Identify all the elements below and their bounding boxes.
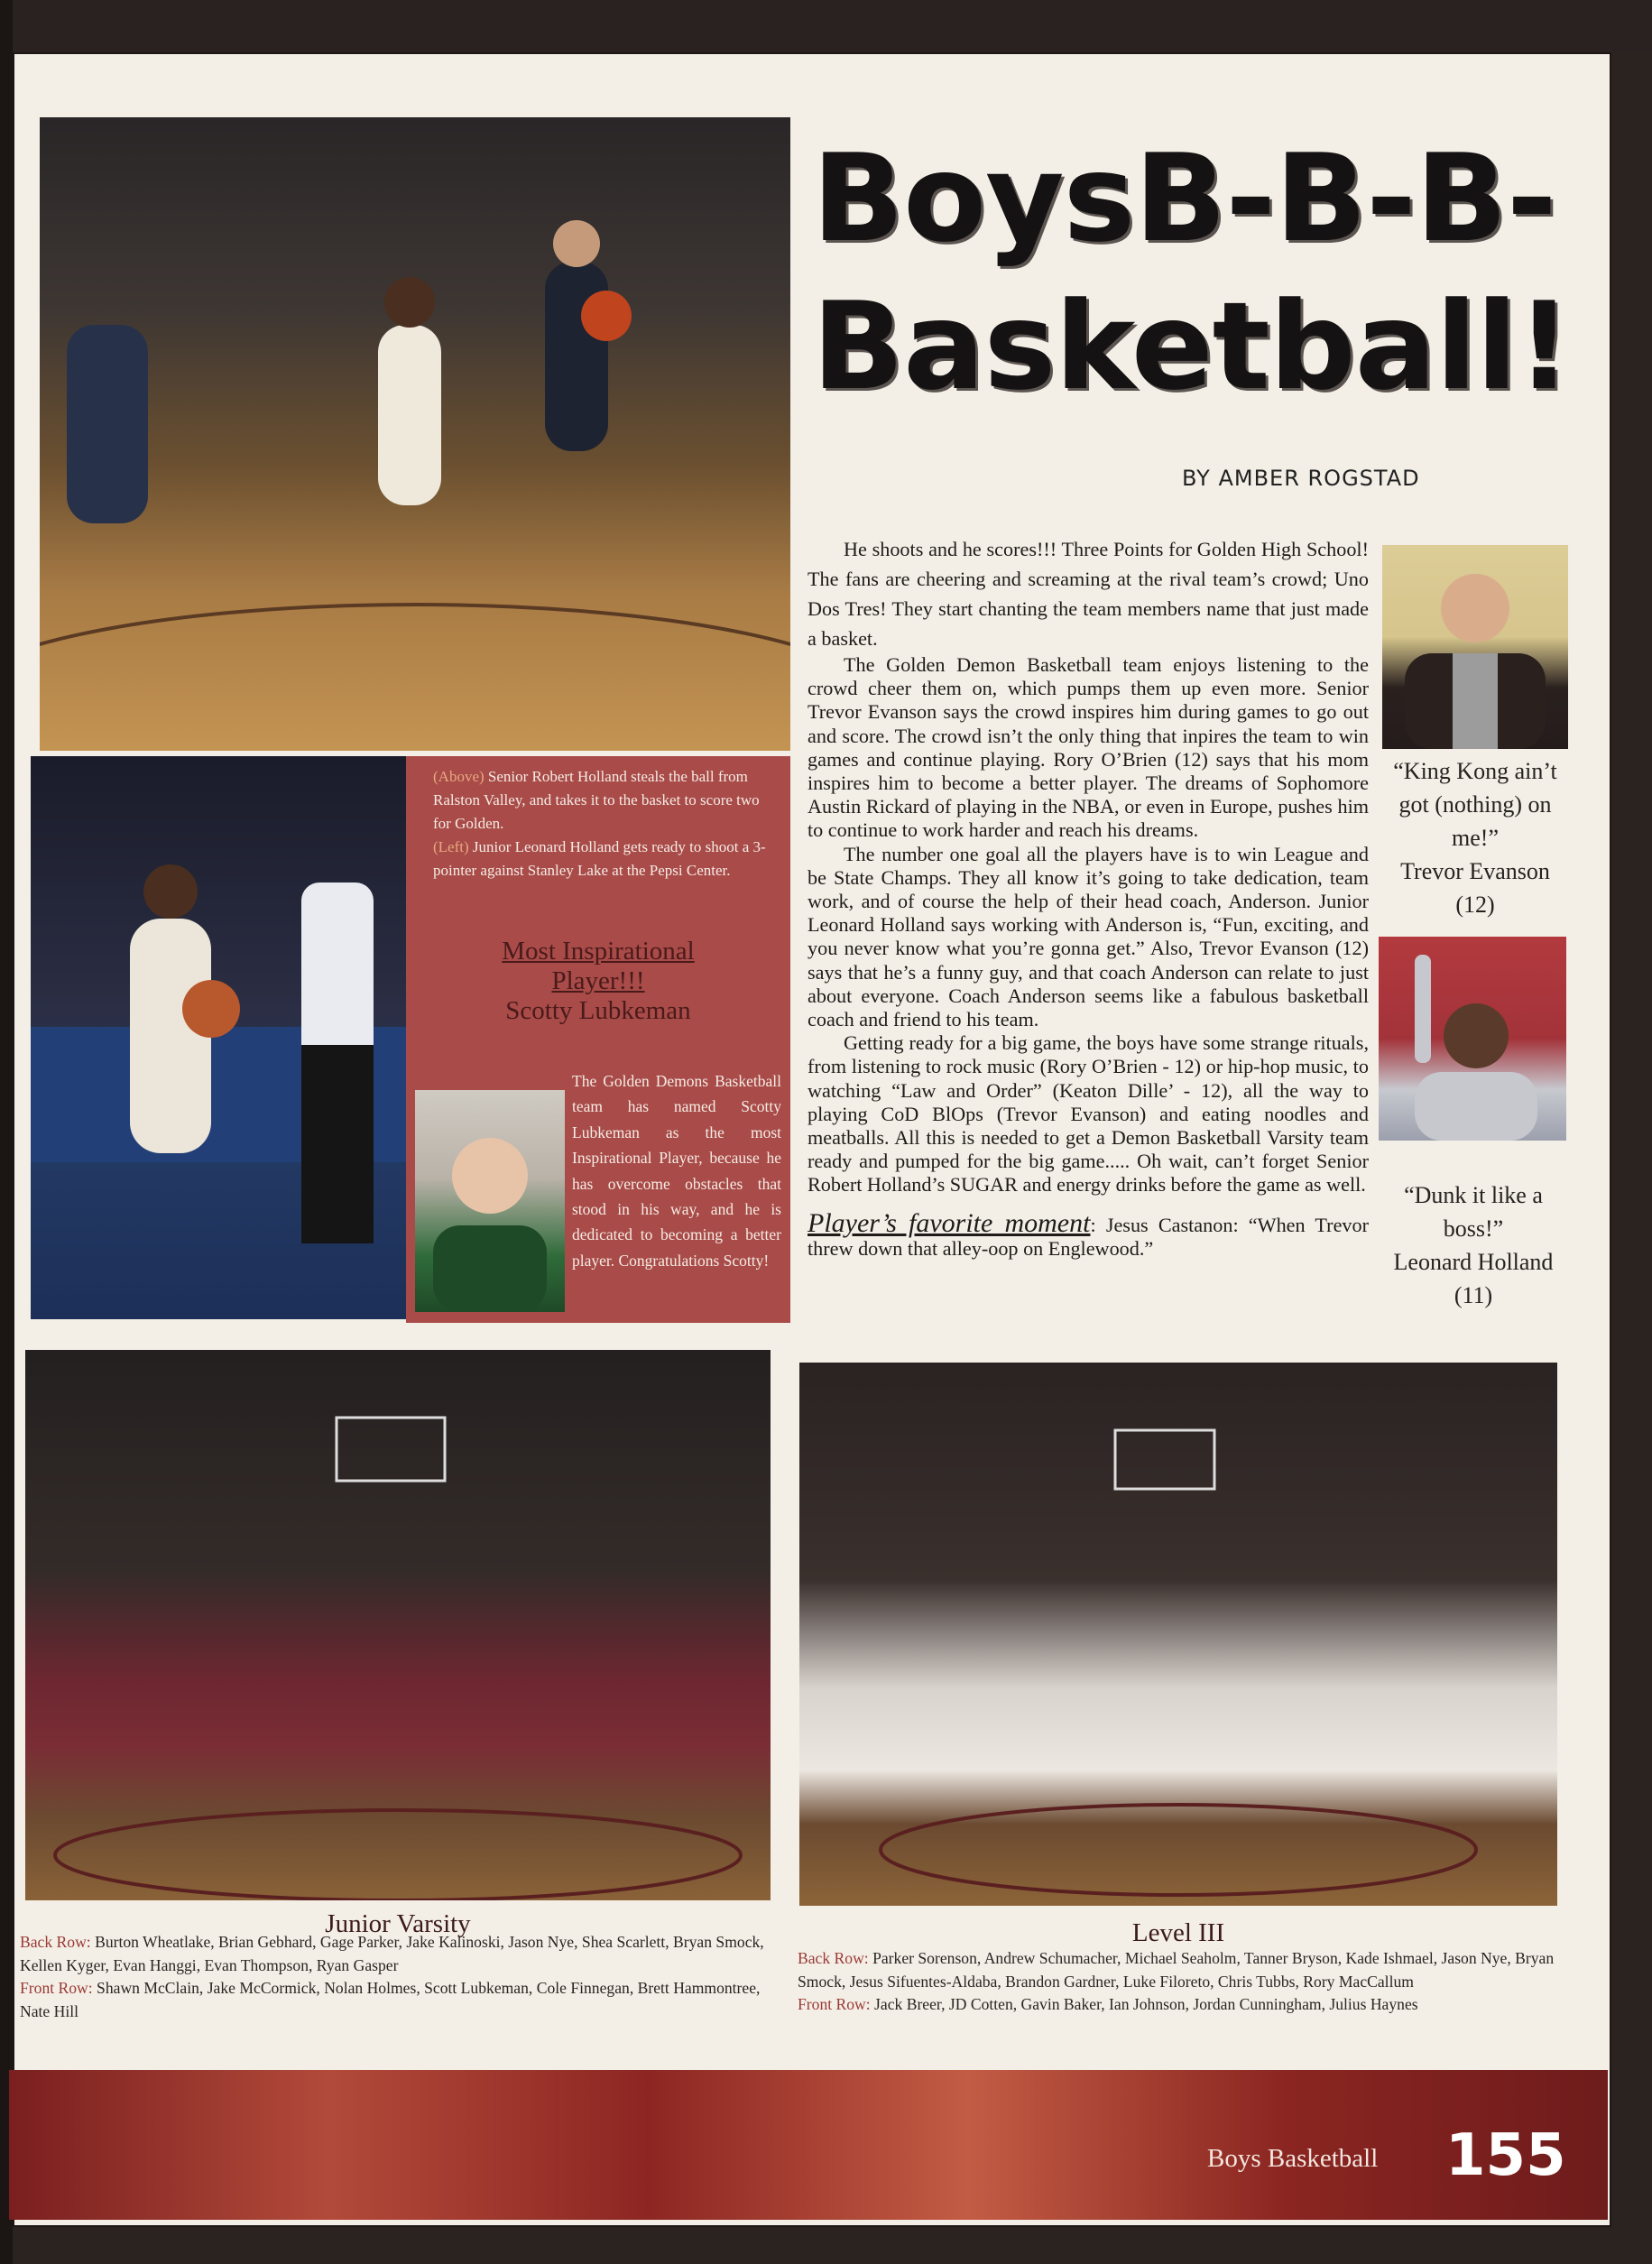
article-paragraph-2: The Golden Demon Basketball team enjoys listening to the crowd cheer them on, which pumps them up even more. Senior Trevor Evanson says the crowd inspires him during games to go out and score. The crowd isn’t the only thing that inpires the team to win games and continue playing. Rory O’Brien (12) says that his mom inspires him to become a better player. The dreams of Sophomore Austin Rickard of playing in the NBA, or even in Europe, pushes him to continue to work harder and reach his dreams. xyxy=(808,653,1369,842)
level-three-roster xyxy=(798,1947,1555,2017)
title-line-1: BoysB-B-B- xyxy=(812,128,1556,269)
mip-heading-line2: Player!!! xyxy=(551,966,645,995)
jv-front-row-names: Shawn McClain, Jake McCormick, Nolan Holmes, Scott Lubkeman, Cole Finnegan, Brett Hammontree, Nate Hill xyxy=(20,1979,761,2020)
photo-leonard-holland-portrait xyxy=(1379,937,1566,1141)
binding-edge xyxy=(0,0,13,2264)
caption-left-tag: (Left) xyxy=(433,838,469,855)
footer-section-title: Boys Basketball xyxy=(1207,2144,1379,2173)
l3-front-row-label: Front Row: xyxy=(798,1995,871,2014)
favorite-moment-label: Player’s favorite moment xyxy=(808,1207,1091,1238)
team-photo-illustration xyxy=(799,1363,1557,1906)
photo-level-three-team xyxy=(799,1363,1557,1906)
byline: BY AMBER ROGSTAD xyxy=(1182,466,1420,491)
quote-leonard-name: Leonard Holland (11) xyxy=(1393,1249,1554,1308)
mip-heading-line1: Most Inspirational xyxy=(502,937,695,966)
photo-trevor-evanson xyxy=(1382,545,1568,749)
caption-above-text: Senior Robert Holland steals the ball from Ralston Valley, and takes it to the basket to score two for Golden. xyxy=(433,768,760,832)
portrait-illustration xyxy=(1379,937,1566,1141)
mip-description: The Golden Demons Basketball team has named Scotty Lubkeman as the most Inspirational Player, because he has overcome obstacles that stood in his way, and he is dedicated to becoming a better player. Congratulations Scotty! xyxy=(572,1072,781,1270)
page-title xyxy=(812,125,1570,420)
team-photo-illustration xyxy=(25,1350,771,1900)
page-footer-band xyxy=(9,2070,1608,2220)
article-paragraph-4: Getting ready for a big game, the boys have some strange rituals, from listening to rock music (Rory O’Brien - 12) or hip-hop music, to watching “Law and Order” (Keaton Dille’ - 12), all the way to playing CoD BlOps (Trevor Evanson) and eating noodles and meatballs. All this is needed to get a Demon Basketball Varsity team ready and pumped for the big game..... Oh wait, can’t forget Senior Robert Holland’s SUGAR and energy drinks before the game as well. xyxy=(808,1031,1369,1197)
article-paragraph-3: The number one goal all the players have is to win League and be State Champs. They all know it’s going to take dedication, team work, and of course the help of their head coach, Anderson. Junior Leonard Holland says working with Anderson is, “Fun, exciting, and you never know what you’re gonna get.” Also, Trevor Evanson (12) says that he’s a funny guy, and that coach Anderson can relate to just about everyone. Coach Anderson seems like a fabulous basketball coach and friend to his team. xyxy=(808,842,1369,1031)
page-number: 155 xyxy=(1445,2122,1566,2189)
jv-back-row-names: Burton Wheatlake, Brian Gebhard, Gage Parker, Jake Kalinoski, Jason Nye, Shea Scarlett, Bryan Smock, Kellen Kyger, Evan Hanggi, Evan Thompson, Ryan Gasper xyxy=(20,1933,764,1974)
photo-leonard-holland-shot xyxy=(31,756,406,1319)
l3-back-row-names: Parker Sorenson, Andrew Schumacher, Michael Seaholm, Tanner Bryson, Kade Ishmael, Jason Nye, Bryan Smock, Jesus Sifuentes-Aldaba, Brandon Gardner, Luke Filoreto, Chris Tubbs, Rory MacCallum xyxy=(798,1949,1555,1991)
article-paragraph-1: He shoots and he scores!!! Three Points for Golden High School! The fans are cheering and screaming at the rival team’s crowd; Uno Dos Tres! They start chanting the team members name that just made a basket. xyxy=(808,538,1369,650)
l3-back-row-label: Back Row: xyxy=(798,1949,869,1967)
photo-robert-holland-steal xyxy=(40,117,790,751)
quote-trevor-grade: (12) xyxy=(1455,892,1495,918)
portrait-illustration xyxy=(1382,545,1568,749)
jv-back-row-label: Back Row: xyxy=(20,1933,91,1951)
caption-left-text: Junior Leonard Holland gets ready to shoot a 3-pointer against Stanley Lake at the Pepsi Center. xyxy=(433,838,766,879)
quote-trevor-name: Trevor Evanson xyxy=(1400,858,1550,884)
photo-junior-varsity-team xyxy=(25,1350,771,1900)
level-three-title: Level III xyxy=(1131,1918,1225,1947)
l3-front-row-names: Jack Breer, JD Cotten, Gavin Baker, Ian Johnson, Jordan Cunningham, Julius Haynes xyxy=(870,1995,1418,2014)
pepsi-center-illustration xyxy=(31,756,406,1319)
favorite-moment xyxy=(808,1207,1369,1261)
most-inspirational-heading xyxy=(406,937,790,1026)
jv-title: Junior Varsity xyxy=(325,1909,471,1938)
quote-trevor xyxy=(1380,754,1570,921)
caption-above-tag: (Above) xyxy=(433,768,485,785)
title-line-2: Basketball! xyxy=(812,276,1572,417)
quote-trevor-text: “King Kong ain’t got (nothing) on me!” xyxy=(1393,758,1557,851)
mip-name: Scotty Lubkeman xyxy=(505,996,691,1025)
caption-panel xyxy=(406,756,790,1323)
photo-captions xyxy=(433,765,778,882)
quote-leonard-text: “Dunk it like a boss!” xyxy=(1404,1182,1543,1242)
photo-scotty-lubkeman xyxy=(415,1090,565,1312)
jv-roster xyxy=(20,1931,769,2023)
quote-leonard xyxy=(1379,1178,1568,1312)
article-body xyxy=(808,534,1369,1261)
portrait-illustration xyxy=(415,1090,565,1312)
jv-front-row-label: Front Row: xyxy=(20,1979,93,1998)
court-action-illustration xyxy=(40,117,790,751)
favorite-moment-text: : Jesus Castanon: “When Trevor threw down that alley-oop on Englewood.” xyxy=(808,1213,1369,1260)
scan-top-edge xyxy=(0,0,1652,52)
